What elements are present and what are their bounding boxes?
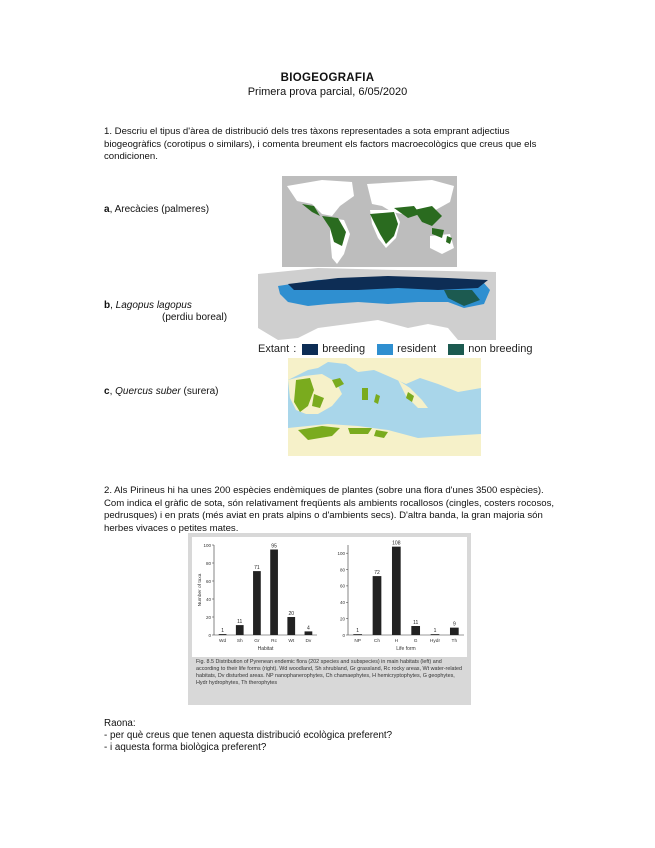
chart-1-category-label: Rc	[271, 639, 278, 644]
chart-1-bar-value: 1	[221, 628, 224, 635]
chart-1-y-tick-label: 100	[203, 542, 211, 548]
legend-prefix: Extant	[258, 343, 290, 355]
item-a-letter: a	[104, 204, 110, 215]
item-b-letter: b	[104, 300, 111, 311]
chart-2-y-tick-label: 0	[342, 632, 345, 638]
legend-resident-swatch	[377, 344, 393, 355]
chart-panel	[192, 537, 467, 657]
chart-1-y-tick-label: 0	[208, 632, 211, 638]
quercus-suber-distribution-map	[288, 358, 481, 456]
chart-1-bar-value: 20	[288, 611, 295, 617]
chart-1-category-label: Sh	[236, 639, 243, 644]
chart-2-bar	[392, 547, 401, 635]
chart-2-category-label: NP	[354, 639, 362, 644]
legend-breeding-swatch	[302, 344, 318, 355]
chart-1-bar	[270, 550, 278, 636]
chart-1-y-label: Number of taxa	[198, 573, 203, 607]
chart-2-y-tick-label: 80	[339, 567, 345, 573]
chart-2-y-tick-label: 60	[339, 583, 345, 589]
chart-2-bar	[411, 626, 420, 635]
chart-2-bar	[431, 634, 440, 635]
chart-1-bar	[219, 634, 227, 635]
map-legend: Extant : breeding resident non breeding	[258, 343, 533, 355]
reasoning-line-1: - per què creus que tenen aquesta distribució ecològica preferent?	[104, 730, 393, 741]
chart-2-x-label: Life form	[396, 646, 416, 652]
legend-non-breeding-swatch	[448, 344, 464, 355]
palm-distribution-map	[282, 176, 457, 267]
chart-2-category-label: Th	[451, 639, 458, 644]
item-b-common-name: (perdiu boreal)	[162, 312, 228, 323]
chart-1-bar-value: 95	[271, 543, 277, 550]
chart-2-y-tick-label: 20	[339, 616, 345, 622]
item-c-name: Quercus suber	[115, 386, 181, 397]
chart-2-bar	[450, 628, 459, 635]
legend-non-breeding-label: non breeding	[468, 343, 533, 355]
chart-1-bar	[305, 631, 313, 635]
chart-1-y-tick-label: 20	[205, 614, 211, 620]
chart-1-category-label: Dv	[305, 639, 312, 644]
chart-2-category-label: H	[394, 639, 399, 644]
chart-1-bar	[287, 617, 295, 635]
figure-caption: Fig. 8.5 Distribution of Pyrenean endemic flora (202 species and subspecies) in main habitats (left) and according to their life forms (right). Wd woodland, Sh shrubland, Gr grassland, Rc rocky areas, Wt water-related habitats, Dv disturbed areas. NP nanophanerophytes, Ch chamaephytes, H hemicryptophytes, G geophytes, Hydr hydrophytes, Th therophytes	[196, 659, 463, 686]
chart-2-bar-value: 1	[433, 628, 437, 635]
item-a-name: Arecàcies (palmeres)	[114, 204, 210, 215]
chart-2-category-label: Hydr	[429, 639, 441, 644]
item-c-letter: c	[104, 386, 110, 397]
chart-2-bar-value: 72	[374, 570, 380, 577]
chart-1-category-label: Wd	[218, 639, 227, 644]
chart-1-y-tick-label: 60	[205, 578, 211, 584]
endemic-flora-figure	[188, 533, 471, 705]
chart-1-bar	[236, 625, 244, 635]
reasoning-line-2: - i aquesta forma biològica preferent?	[104, 742, 267, 753]
question-2-text: 2. Als Pirineus hi ha unes 200 espècies endèmiques de plantes (sobre una flora d'unes 3500 espècies). Com indica el gràfic de sota, són relativament freqüents als ambients rocallosos (cingles, costers rocosos, pedrusques) i en prats (més aviat en prats alpins o d'ambients secs). D'altra banda, la gran majoria són herbes vivaces o petites mates.	[104, 485, 555, 534]
chart-2-y-tick-label: 100	[337, 550, 345, 556]
chart-2-bar	[373, 576, 382, 635]
chart-2-category-label: G	[413, 639, 418, 644]
chart-2-bar-value: 108	[392, 540, 401, 547]
chart-1-y-tick-label: 40	[205, 596, 211, 602]
legend-resident-label: resident	[397, 343, 437, 355]
lagopus-distribution-map	[258, 268, 496, 340]
legend-breeding-label: breeding	[322, 343, 366, 355]
chart-1-bar	[253, 571, 261, 635]
item-b-name: Lagopus lagopus	[115, 300, 192, 311]
question-1-text: 1. Descriu el tipus d'àrea de distribució dels tres tàxons representades a sota emprant adjectius biogeogràfics (corotipus o similars), i comenta breument els factors macroecològics que creus que els condicionen.	[104, 126, 537, 162]
chart-2-category-label: Ch	[373, 639, 381, 644]
item-c-label: c, Quercus suber (surera)	[104, 386, 219, 397]
chart-1-category-label: Gr	[254, 639, 260, 644]
chart-2-bar-value: 1	[356, 628, 360, 635]
chart-2-bar	[353, 634, 362, 635]
chart-1-y-tick-label: 80	[205, 560, 211, 566]
page-title: BIOGEOGRAFIA	[280, 72, 375, 84]
chart-1-bar-value: 4	[307, 625, 310, 632]
chart-1-bar-value: 11	[237, 619, 243, 626]
page-subtitle: Primera prova parcial, 6/05/2020	[247, 86, 408, 98]
item-b-label: b, Lagopus lagopus	[104, 300, 192, 311]
chart-1-bar-value: 71	[254, 565, 260, 572]
endemic-flora-bar-charts	[192, 537, 467, 657]
chart-2-bar-value: 11	[413, 620, 419, 626]
item-c-common-name: (surera)	[183, 386, 219, 397]
chart-1-x-label: Habitat	[257, 646, 274, 652]
item-a-label: a, Arecàcies (palmeres)	[104, 204, 210, 215]
chart-2-bar-value: 9	[452, 621, 456, 628]
chart-1-category-label: Wt	[288, 639, 295, 644]
reasoning-title: Raona:	[104, 718, 136, 729]
chart-2-y-tick-label: 40	[339, 600, 345, 606]
